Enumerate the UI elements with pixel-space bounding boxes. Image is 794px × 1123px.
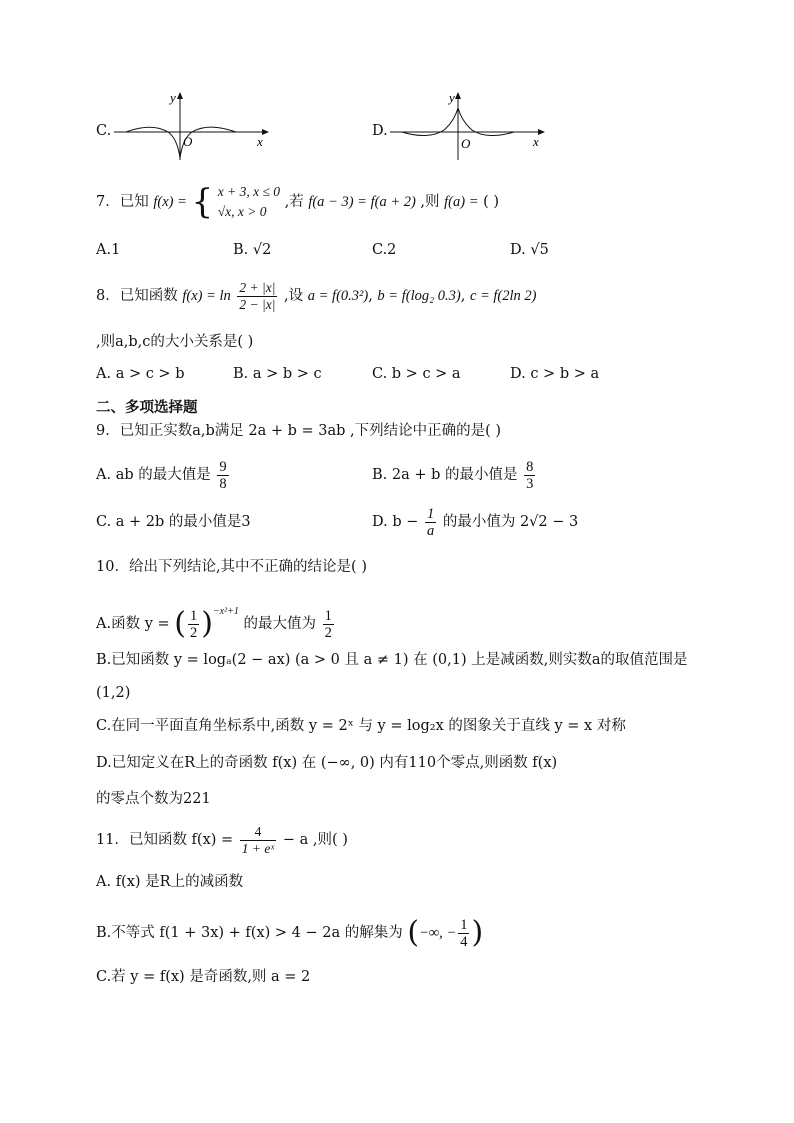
q11-option-b-text: B.不等式 f(1 + 3x) + f(x) > 4 − 2a 的解集为 bbox=[96, 925, 403, 941]
q6-option-c-label: C. bbox=[96, 123, 112, 139]
right-paren-icon: ) bbox=[471, 915, 484, 950]
q8-function: f(x) = ln bbox=[182, 288, 231, 304]
denominator: 2 bbox=[324, 624, 332, 641]
q8-option-b: B. a > b > c bbox=[233, 366, 322, 382]
q11-prefix: 11．已知函数 f(x) = bbox=[96, 832, 234, 848]
axis-x-label: x bbox=[533, 134, 539, 149]
left-paren-icon: ( bbox=[407, 915, 420, 950]
q11-option-b bbox=[96, 911, 483, 955]
q7-option-b: B. √2 bbox=[233, 242, 272, 258]
origin-label: O bbox=[183, 134, 193, 149]
q9-option-d-fraction bbox=[425, 506, 436, 539]
q8-denominator: 2 − |x| bbox=[239, 296, 276, 312]
axis-y-label: y bbox=[170, 92, 176, 105]
q9-option-d-tail: 的最小值为 2√2 − 3 bbox=[442, 514, 579, 530]
left-paren-icon: ( bbox=[174, 606, 186, 641]
q9-option-a-text: A. ab 的最大值是 bbox=[96, 467, 211, 483]
q8-numerator: 2 + |x| bbox=[239, 279, 276, 295]
q8-option-a: A. a > c > b bbox=[96, 366, 185, 382]
q10-option-b-line1: B.已知函数 y = logₐ(2 − ax) (a > 0 且 a ≠ 1) 在 (0,1) 上是减函数,则实数a的取值范围是 bbox=[96, 652, 688, 668]
q7-cases bbox=[218, 182, 280, 222]
q10-base-fraction bbox=[188, 608, 199, 641]
q10-option-a bbox=[96, 590, 336, 646]
numerator: 1 bbox=[324, 607, 332, 624]
q10-exponent: −x²+1 bbox=[212, 606, 239, 617]
q8-fraction bbox=[237, 280, 277, 313]
q6-option-c-graph bbox=[112, 92, 272, 162]
q9-option-d-text: D. b − bbox=[372, 514, 419, 530]
q11-interval-fraction bbox=[458, 917, 469, 950]
q9-option-d bbox=[372, 502, 578, 542]
q9-option-b bbox=[372, 455, 537, 495]
denominator: 4 bbox=[460, 933, 468, 950]
q7-option-c: C.2 bbox=[372, 242, 397, 258]
q11-option-a: A. f(x) 是R上的减函数 bbox=[96, 874, 244, 890]
q6-option-d-label: D. bbox=[372, 123, 388, 139]
q7-answer-blank: ( ) bbox=[483, 194, 500, 210]
q7-case-1: x + 3, x ≤ 0 bbox=[217, 184, 280, 199]
q7-prefix: 7．已知 bbox=[96, 194, 149, 210]
q10-value-fraction bbox=[323, 608, 334, 641]
q10-option-d-line1: D.已知定义在R上的奇函数 f(x) 在 (−∞, 0) 内有110个零点,则函数 f(x) bbox=[96, 755, 558, 771]
right-paren-icon: ) bbox=[201, 606, 213, 641]
denominator: 2 bbox=[189, 624, 198, 641]
q7-option-a: A.1 bbox=[96, 242, 121, 258]
y-axis-arrow-icon bbox=[455, 92, 461, 99]
q6-option-d-graph bbox=[388, 92, 548, 162]
q9-option-b-fraction bbox=[524, 459, 535, 492]
axis-x-label: x bbox=[257, 134, 263, 149]
numerator: 4 bbox=[240, 824, 276, 841]
q8-stem: 8．已知函数 f(x) = ln $\frac{2 + |x|}{2 - |x|}$ ,设 a = f(0.3²), b = f(log₂ 0.3), c = f(2ln 2) bbox=[96, 279, 537, 312]
q11-stem bbox=[96, 820, 348, 860]
denominator: 8 bbox=[219, 475, 227, 492]
q7-if: ,若 bbox=[284, 194, 304, 210]
numerator: 1 bbox=[460, 916, 468, 933]
q8-a-definition: a = f(0.3²) bbox=[307, 288, 369, 304]
numerator: 1 bbox=[189, 607, 198, 624]
q10-option-d-line2: 的零点个数为221 bbox=[96, 791, 211, 807]
q10-option-b-line2: (1,2) bbox=[96, 685, 131, 701]
q7-option-d: D. √5 bbox=[510, 242, 549, 258]
q7-case-2: √x, x > 0 bbox=[217, 204, 267, 219]
q8-set: ,设 bbox=[284, 288, 304, 304]
q9-option-c: C. a + 2b 的最小值是3 bbox=[96, 514, 251, 530]
denominator: 3 bbox=[526, 475, 534, 492]
origin-label: O bbox=[461, 136, 471, 151]
section-heading: 二、多项选择题 bbox=[96, 400, 198, 416]
y-axis-arrow-icon bbox=[177, 92, 183, 99]
q11-interval-start: −∞, − bbox=[419, 925, 457, 941]
q10-option-a-mid: 的最大值为 bbox=[243, 616, 316, 632]
denominator: 1 + eˣ bbox=[241, 840, 275, 856]
q7-then: ,则 bbox=[420, 194, 440, 210]
q7-function: f(x) = bbox=[153, 194, 187, 210]
q9-option-a-fraction bbox=[217, 459, 228, 492]
q7-ask: f(a) = bbox=[444, 194, 479, 210]
numerator: 9 bbox=[219, 458, 227, 475]
q11-tail: − a ,则( ) bbox=[282, 832, 348, 848]
q8-c-definition: c = f(2ln 2) bbox=[469, 288, 537, 304]
q8-prefix: 8．已知函数 bbox=[96, 288, 178, 304]
q8-stem-line2: ,则a,b,c的大小关系是( ) bbox=[96, 334, 254, 350]
q8-b-definition: b = f(log₂ 0.3) bbox=[377, 288, 461, 304]
x-axis-arrow-icon bbox=[538, 129, 545, 135]
q10-stem: 10．给出下列结论,其中不正确的结论是( ) bbox=[96, 559, 367, 575]
q8-option-d: D. c > b > a bbox=[510, 366, 600, 382]
numerator: 1 bbox=[426, 505, 435, 522]
q9-option-a bbox=[96, 455, 231, 495]
numerator: 8 bbox=[526, 458, 534, 475]
q8-option-c: C. b > c > a bbox=[372, 366, 461, 382]
q9-stem: 9．已知正实数a,b满足 2a + b = 3ab ,下列结论中正确的是( ) bbox=[96, 423, 502, 439]
denominator: a bbox=[426, 522, 435, 539]
q10-option-c: C.在同一平面直角坐标系中,函数 y = 2ˣ 与 y = log₂x 的图象关于直线 y = x 对称 bbox=[96, 718, 626, 734]
left-brace-icon: { bbox=[191, 182, 214, 222]
q11-option-c: C.若 y = f(x) 是奇函数,则 a = 2 bbox=[96, 969, 311, 985]
q11-fraction bbox=[240, 824, 276, 857]
axis-y-label: y bbox=[449, 92, 455, 105]
x-axis-arrow-icon bbox=[262, 129, 269, 135]
q7-stem bbox=[96, 182, 499, 222]
q9-option-b-text: B. 2a + b 的最小值是 bbox=[372, 467, 518, 483]
q7-condition: f(a − 3) = f(a + 2) bbox=[308, 194, 416, 210]
q10-option-a-text: A.函数 y = bbox=[96, 616, 170, 632]
